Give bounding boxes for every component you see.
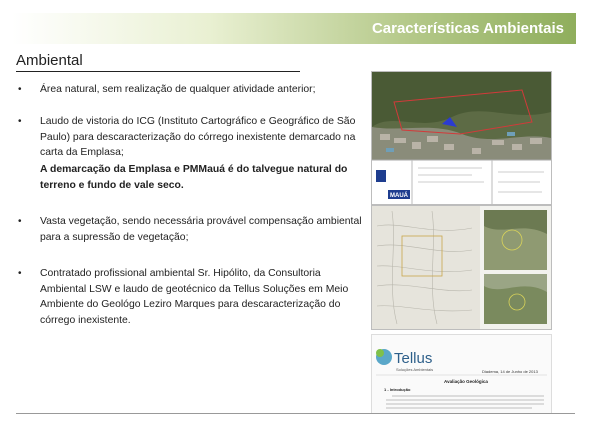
section-title: Ambiental <box>16 52 83 69</box>
tellus-subtitle: Soluções Ambientais <box>396 367 434 372</box>
survey-documents-image <box>371 205 552 330</box>
bullet-icon: • <box>18 268 22 279</box>
highlight-note: A demarcação da Emplasa e PMMauá é do talvegue natural do terreno e fundo de vale seco. <box>40 164 348 191</box>
header-title: Características Ambientais <box>371 20 564 37</box>
section-rule <box>16 71 300 72</box>
letter-date: Diadema, 14 de Junho de 2013 <box>482 369 538 374</box>
bullet-text: Vasta vegetação, sendo necessária provável compensação ambiental para a supressão de vegetação; <box>40 216 362 243</box>
bullet-text: Laudo de vistoria do ICG (Instituto Cartográfico e Geográfico de São Paulo) para descaracterização do córrego inexistente demarcado na carta da Emplasa; <box>40 116 356 159</box>
footer-rule <box>16 413 575 414</box>
bullet-icon: • <box>18 216 22 227</box>
header-bar <box>12 13 576 44</box>
tellus-letter-image <box>371 334 552 414</box>
letter-heading: Avaliação Geológica <box>444 379 488 384</box>
tellus-logo-text: Tellus <box>394 350 433 367</box>
letter-section: 1 - Introdução <box>384 387 411 392</box>
survey-documents-graphic <box>372 206 551 329</box>
aerial-map-graphic <box>372 72 551 204</box>
tellus-letter-graphic <box>372 335 551 413</box>
bullet-icon: • <box>18 84 22 95</box>
maua-logo-text: MAUÁ <box>390 193 408 199</box>
bullet-text: Área natural, sem realização de qualquer atividade anterior; <box>40 84 316 95</box>
bullet-icon: • <box>18 116 22 127</box>
bullet-text: Contratado profissional ambiental Sr. Hipólito, da Consultoria Ambiental LSW e laudo de geotécnico da Tellus Soluções em Meio Ambiente do Geológo Leziro Marques para descaracterização do córrego inexistente. <box>40 268 349 326</box>
aerial-map-image <box>371 71 552 205</box>
